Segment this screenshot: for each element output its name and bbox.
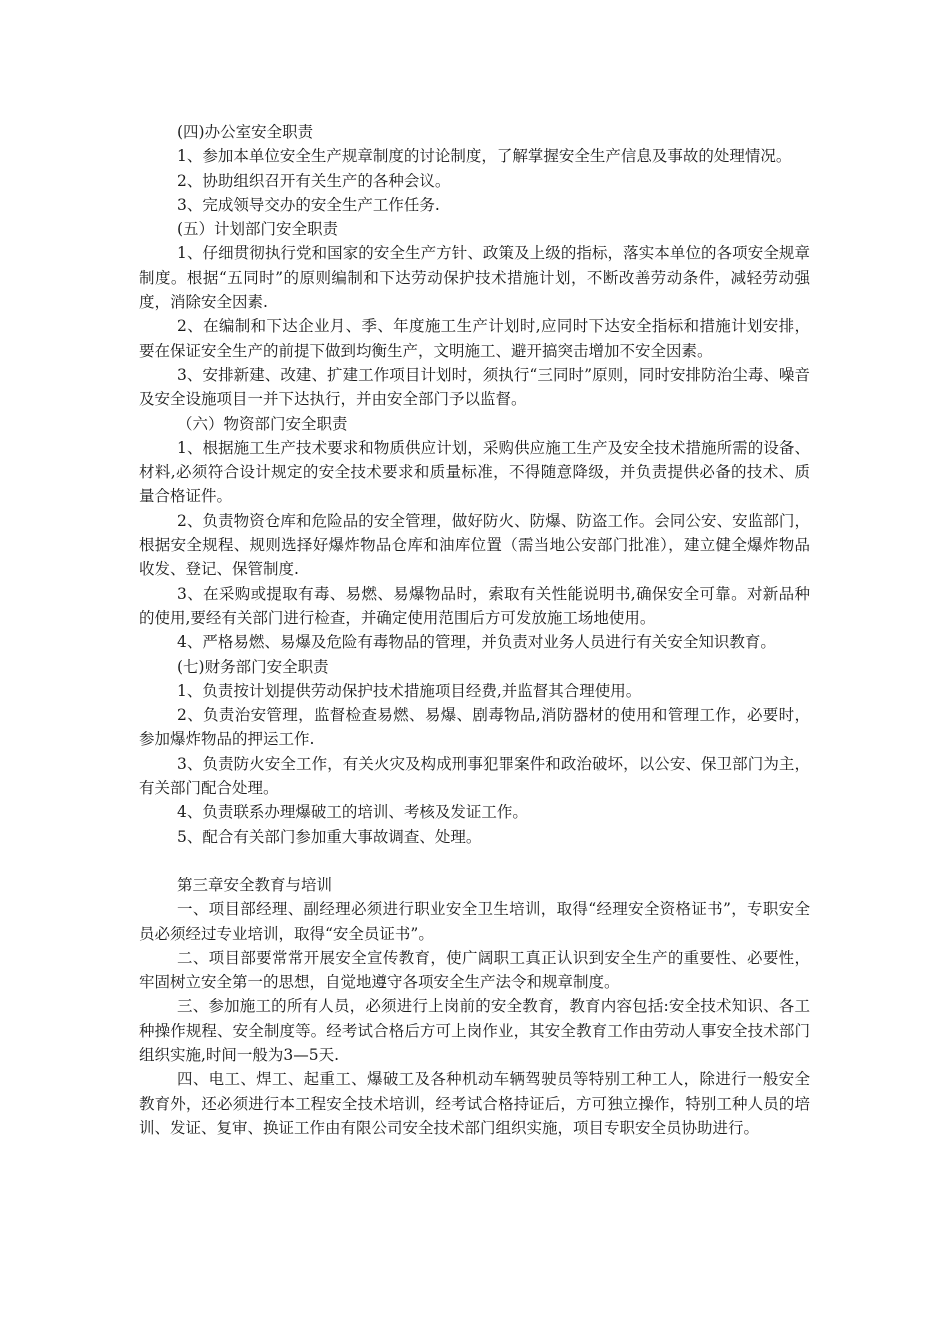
paragraph: 5、配合有关部门参加重大事故调查、处理。 bbox=[177, 827, 482, 846]
chapter-heading-training: 第三章安全教育与培训 bbox=[177, 875, 333, 894]
paragraph: 2、在编制和下达企业月、季、年度施工生产计划时,应同时下达安全指标和措施计划安排，要在保证安全生产的前提下做到均衡生产，文明施工、避开搞突击增加不安全因素。 bbox=[139, 317, 810, 360]
paragraph: 四、电工、焊工、起重工、爆破工及各种机动车辆驾驶员等特别工种工人，除进行一般安全教育外，还必须进行本工程安全技术培训，经考试合格持证后，方可独立操作，特别工种人员的培训、发证、复审、换证工作由有限公司安全技术部门组织实施，项目专职安全员协助进行。 bbox=[139, 1070, 810, 1137]
document-page bbox=[0, 120, 950, 1140]
paragraph: 1、仔细贯彻执行党和国家的安全生产方针、政策及上级的指标，落实本单位的各项安全规章制度。根据“五同时”的原则编制和下达劳动保护技术措施计划，不断改善劳动条件，减轻劳动强度，消除安全因素. bbox=[139, 244, 810, 312]
section-heading-planning: (五）计划部门安全职责 bbox=[177, 220, 339, 239]
paragraph: 一、项目部经理、副经理必须进行职业安全卫生培训，取得“经理安全资格证书”，专职安全员必须经过专业培训，取得“安全员证书”。 bbox=[139, 900, 810, 943]
paragraph: 2、负责物资仓库和危险品的安全管理，做好防火、防爆、防盗工作。会同公安、安监部门，根据安全规程、规则选择好爆炸物品仓库和油库位置（需当地公安部门批准），建立健全爆炸物品收发、登记、保管制度. bbox=[139, 511, 810, 579]
blank-line bbox=[0, 849, 950, 873]
section-heading-office: (四)办公室安全职责 bbox=[177, 123, 314, 141]
paragraph: 3、在采购或提取有毒、易燃、易爆物品时，索取有关性能说明书,确保安全可靠。对新品种的使用,要经有关部门进行检查，并确定使用范围后方可发放施工场地使用。 bbox=[139, 584, 810, 627]
paragraph: 4、严格易燃、易爆及危险有毒物品的管理，并负责对业务人员进行有关安全知识教育。 bbox=[177, 633, 776, 652]
paragraph: 2、负责治安管理，监督检查易燃、易爆、剧毒物品,消防器材的使用和管理工作，必要时，参加爆炸物品的押运工作. bbox=[139, 706, 810, 749]
paragraph: 1、根据施工生产技术要求和物质供应计划，采购供应施工生产及安全技术措施所需的设备、材料,必须符合设计规定的安全技术要求和质量标准，不得随意降级，并负责提供必备的技术、质量合格证件。 bbox=[139, 438, 810, 506]
paragraph: 1、参加本单位安全生产规章制度的讨论制度，了解掌握安全生产信息及事故的处理情况。 bbox=[177, 147, 792, 166]
paragraph: 3、负责防火安全工作，有关火灾及构成刑事犯罪案件和政治破坏，以公安、保卫部门为主，有关部门配合处理。 bbox=[139, 754, 810, 798]
paragraph: 3、完成领导交办的安全生产工作任务. bbox=[177, 195, 440, 214]
paragraph: 1、负责按计划提供劳动保护技术措施项目经费,并监督其合理使用。 bbox=[177, 681, 642, 700]
paragraph: 二、项目部要常常开展安全宣传教育，使广阔职工真正认识到安全生产的重要性、必要性，牢固树立安全第一的思想，自觉地遵守各项安全生产法令和规章制度。 bbox=[139, 948, 810, 992]
section-heading-materials: （六）物资部门安全职责 bbox=[177, 414, 348, 433]
paragraph: 4、负责联系办理爆破工的培训、考核及发证工作。 bbox=[177, 803, 528, 822]
paragraph: 2、协助组织召开有关生产的各种会议。 bbox=[177, 171, 451, 190]
paragraph: 三、参加施工的所有人员，必须进行上岗前的安全教育，教育内容包括:安全技术知识、各工种操作规程、安全制度等。经考试合格后方可上岗作业，其安全教育工作由劳动人事安全技术部门组织实施,时间一般为3—5天. bbox=[139, 997, 810, 1064]
section-heading-finance: (七)财务部门安全职责 bbox=[177, 657, 329, 676]
paragraph: 3、安排新建、改建、扩建工作项目计划时，须执行“三同时”原则，同时安排防治尘毒、噪音及安全设施项目一并下达执行，并由安全部门予以监督。 bbox=[139, 365, 810, 409]
